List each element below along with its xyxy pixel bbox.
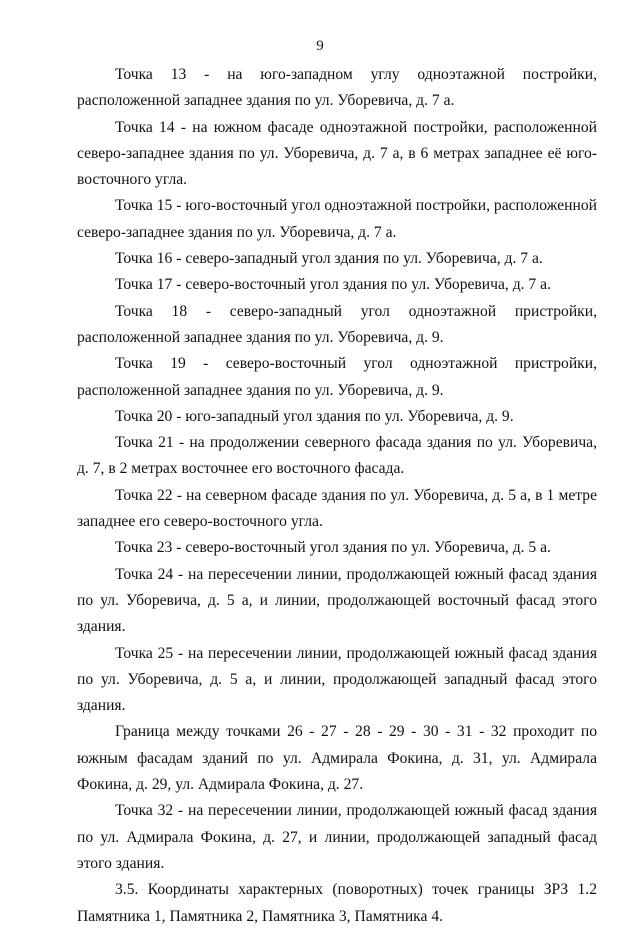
paragraph-point-22: Точка 22 - на северном фасаде здания по ул. Уборевича, д. 5 а, в 1 метре западнее его северо-восточного угла. bbox=[77, 486, 597, 531]
page-number: 9 bbox=[316, 38, 324, 54]
paragraph-point-24: Точка 24 - на пересечении линии, продолжающей южный фасад здания по ул. Уборевича, д. 5 а, и линии, продолжающей восточный фасад этого здания. bbox=[77, 565, 597, 636]
paragraph-point-14: Точка 14 - на южном фасаде одноэтажной постройки, расположенной северо-западнее здания по ул. Уборевича, д. 7 а, в 6 метрах западнее её юго-восточного угла. bbox=[77, 118, 597, 189]
paragraph-point-23: Точка 23 - северо-восточный угол здания по ул. Уборевича, д. 5 а. bbox=[115, 539, 551, 557]
paragraph-point-13: Точка 13 - на юго-западном углу одноэтажной постройки, расположенной западнее здания по ул. Уборевича, д. 7 а. bbox=[77, 66, 597, 110]
document-body bbox=[77, 62, 597, 930]
paragraph-boundary-26-32: Граница между точками 26 - 27 - 28 - 29 - 30 - 31 - 32 проходит по южным фасадам зданий по ул. Адмирала Фокина, д. 31, ул. Адмирала Фокина, д. 29, ул. Адмирала Фокина, д. 27. bbox=[77, 723, 597, 794]
paragraph-point-17: Точка 17 - северо-восточный угол здания по ул. Уборевича, д. 7 а. bbox=[115, 276, 551, 294]
paragraph-point-15: Точка 15 - юго-восточный угол одноэтажной постройки, расположенной северо-западнее здания по ул. Уборевича, д. 7 а. bbox=[77, 197, 597, 241]
paragraph-section-3-5: 3.5. Координаты характерных (поворотных) точек границы ЗРЗ 1.2 Памятника 1, Памятника 2, Памятника 3, Памятника 4. bbox=[77, 881, 597, 925]
paragraph-point-19: Точка 19 - северо-восточный угол одноэтажной пристройки, расположенной западнее здания по ул. Уборевича, д. 9. bbox=[77, 355, 597, 399]
paragraph-point-16: Точка 16 - северо-западный угол здания по ул. Уборевича, д. 7 а. bbox=[115, 250, 543, 268]
paragraph-point-20: Точка 20 - юго-западный угол здания по ул. Уборевича, д. 9. bbox=[115, 407, 514, 425]
paragraph-point-18: Точка 18 - северо-западный угол одноэтажной пристройки, расположенной западнее здания по ул. Уборевича, д. 9. bbox=[77, 302, 597, 346]
paragraph-point-21: Точка 21 - на продолжении северного фасада здания по ул. Уборевича, д. 7, в 2 метрах восточнее его восточного фасада. bbox=[77, 434, 597, 478]
paragraph-point-25: Точка 25 - на пересечении линии, продолжающей южный фасад здания по ул. Уборевича, д. 5 а, и линии, продолжающей западный фасад этого здания. bbox=[77, 644, 597, 715]
paragraph-point-32: Точка 32 - на пересечении линии, продолжающей южный фасад здания по ул. Адмирала Фокина, д. 27, и линии, продолжающей западный фасад этого здания. bbox=[77, 802, 597, 872]
